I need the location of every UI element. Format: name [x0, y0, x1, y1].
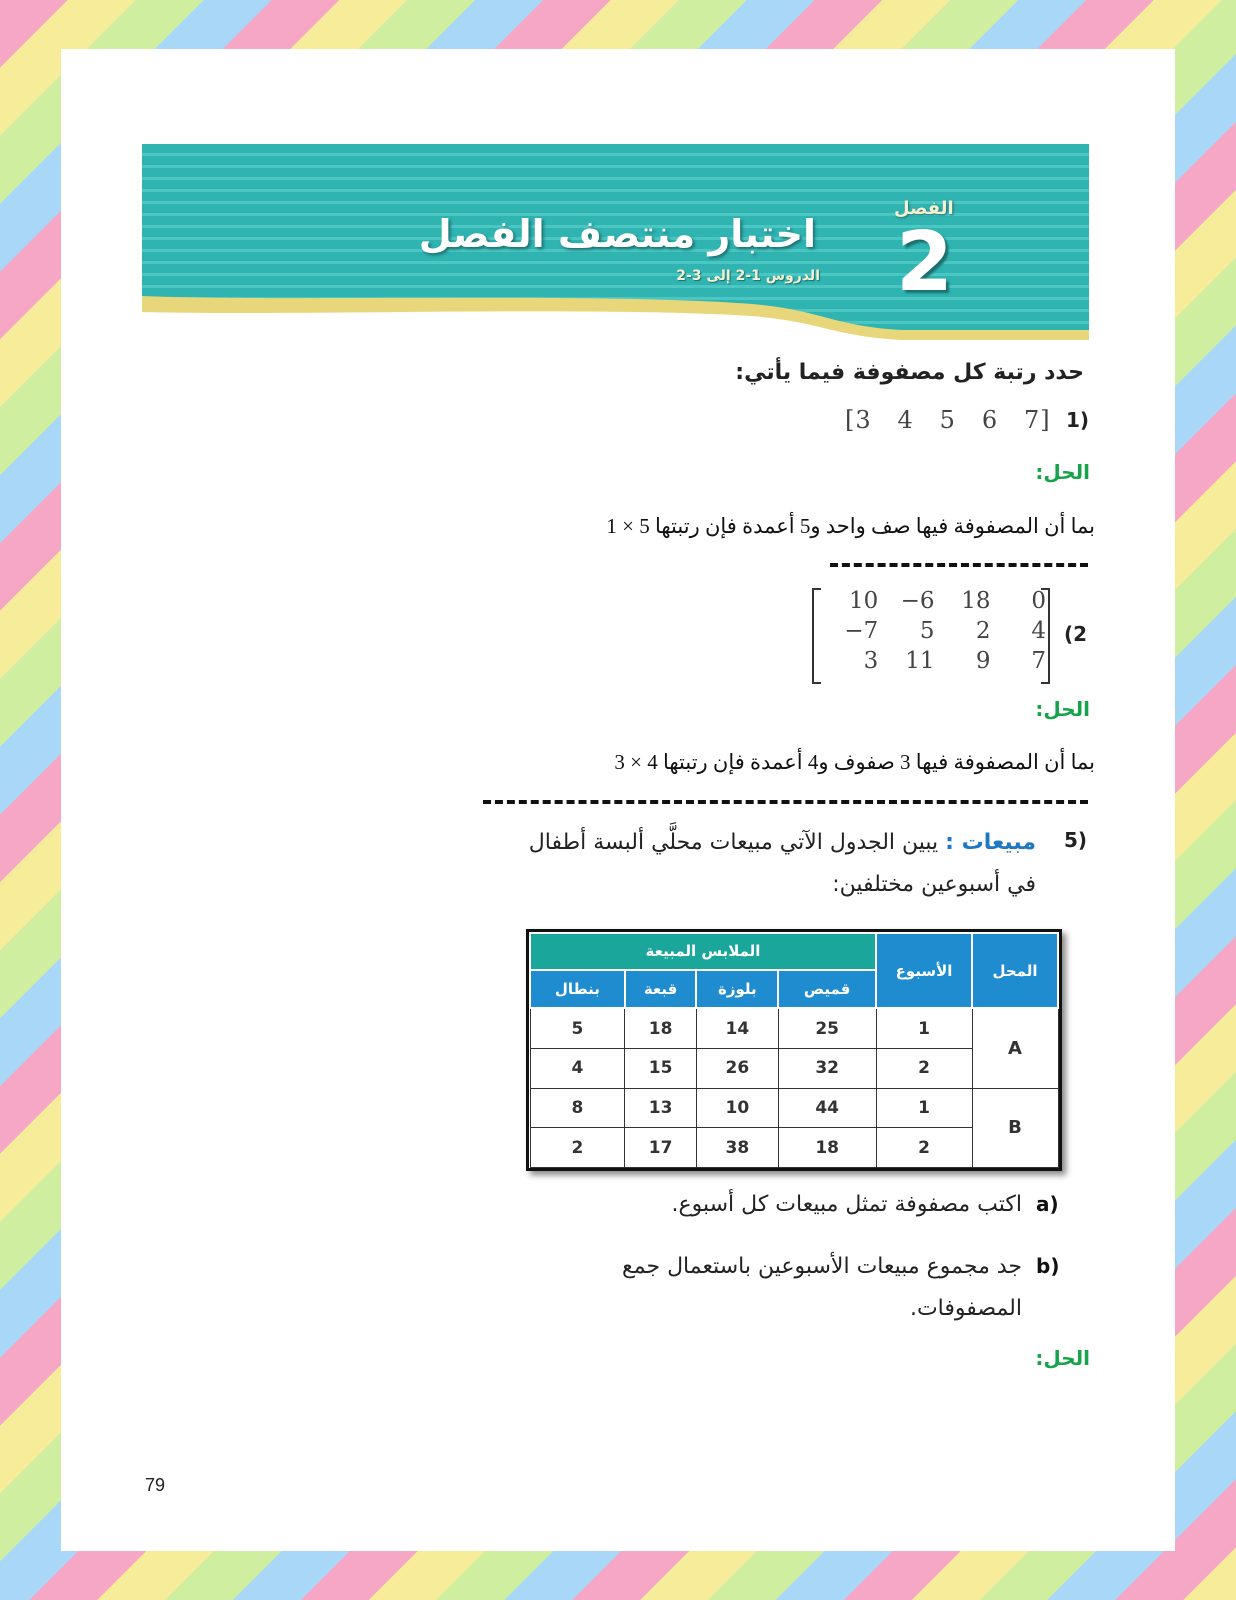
store-cell: A — [972, 1008, 1058, 1088]
value-cell: 18 — [625, 1008, 697, 1048]
header-item: بنطال — [530, 970, 625, 1009]
q5-keyword: مبيعات : — [945, 830, 1036, 855]
q1-solution-label: الحل: — [1035, 460, 1090, 484]
matrix-grid — [826, 586, 1050, 676]
table-row — [530, 1088, 1058, 1128]
q5-text: يبين الجدول الآتي مبيعات محلَّي ألبسة أطفال في أسبوعين مختلفين: — [528, 830, 1036, 897]
page-number: 79 — [145, 1475, 166, 1495]
value-cell: 13 — [625, 1088, 697, 1128]
divider — [830, 563, 1088, 567]
q1-row-matrix: [3 4 5 6 7] — [845, 406, 1051, 434]
value-cell: 5 — [530, 1008, 625, 1048]
instruction-text: حدد رتبة كل مصفوفة فيما يأتي: — [735, 360, 1084, 385]
matrix-cell: −6 — [900, 588, 935, 614]
chapter-title: اختبار منتصف الفصل — [418, 212, 816, 256]
header-item: قبعة — [625, 970, 697, 1009]
q2-answer: بما أن المصفوفة فيها 3 صفوف و4 أعمدة فإن رتبتها 4 × 3 — [614, 750, 1095, 774]
value-cell: 2 — [530, 1128, 625, 1168]
value-cell: 4 — [530, 1048, 625, 1088]
week-cell: 1 — [876, 1008, 972, 1048]
table-row — [530, 1008, 1058, 1048]
value-cell: 38 — [696, 1128, 778, 1168]
chapter-number: 2 — [896, 215, 954, 310]
q5-statement — [496, 822, 1036, 906]
matrix-cell: 2 — [975, 618, 991, 644]
store-cell: B — [972, 1088, 1058, 1167]
value-cell: 18 — [778, 1128, 876, 1168]
matrix-cell: 9 — [975, 648, 991, 674]
header-clothes-sold: الملابس المبيعة — [530, 933, 876, 970]
matrix-cell: 3 — [863, 648, 879, 674]
week-cell: 1 — [876, 1088, 972, 1128]
value-cell: 8 — [530, 1088, 625, 1128]
value-cell: 15 — [625, 1048, 697, 1088]
part-b-text: جد مجموع مبيعات الأسبوعين باستعمال جمع المصفوفات. — [622, 1254, 1022, 1321]
value-cell: 44 — [778, 1088, 876, 1128]
q2-matrix — [812, 588, 1050, 680]
value-cell: 17 — [625, 1128, 697, 1168]
matrix-cell: 4 — [1031, 618, 1046, 644]
q5-solution-label: الحل: — [1035, 1346, 1090, 1370]
value-cell: 25 — [778, 1008, 876, 1048]
matrix-cell: 5 — [919, 618, 935, 644]
header-week: الأسبوع — [876, 933, 972, 1008]
q1-number: 1) — [1066, 408, 1090, 432]
value-cell: 32 — [778, 1048, 876, 1088]
matrix-cell: −7 — [844, 618, 879, 644]
q2-solution-label: الحل: — [1035, 697, 1090, 721]
matrix-left-bracket — [812, 588, 821, 684]
value-cell: 26 — [696, 1048, 778, 1088]
chapter-subtitle: الدروس 1-2 إلى 3-2 — [676, 268, 820, 284]
matrix-cell: 0 — [1031, 588, 1046, 614]
part-a-letter: a) — [1036, 1192, 1059, 1216]
value-cell: 14 — [696, 1008, 778, 1048]
q2-number: (2 — [1064, 622, 1088, 646]
sales-table — [526, 929, 1062, 1171]
week-cell: 2 — [876, 1048, 972, 1088]
value-cell: 10 — [696, 1088, 778, 1128]
week-cell: 2 — [876, 1128, 972, 1168]
header-item: بلوزة — [696, 970, 778, 1009]
divider — [483, 800, 1088, 804]
q1-answer: بما أن المصفوفة فيها صف واحد و5 أعمدة فإن رتبتها 5 × 1 — [606, 514, 1095, 538]
header-item: قميص — [778, 970, 876, 1009]
matrix-cell: 7 — [1031, 648, 1046, 674]
q5-number: 5) — [1064, 828, 1088, 852]
matrix-cell: 18 — [961, 588, 991, 614]
matrix-cell: 11 — [905, 648, 935, 674]
part-a-text: اكتب مصفوفة تمثل مبيعات كل أسبوع. — [671, 1192, 1022, 1217]
matrix-cell: 10 — [848, 588, 879, 614]
header-store: المحل — [972, 933, 1058, 1008]
chapter-label: الفصل — [894, 198, 954, 219]
part-b-letter: b) — [1036, 1254, 1060, 1278]
